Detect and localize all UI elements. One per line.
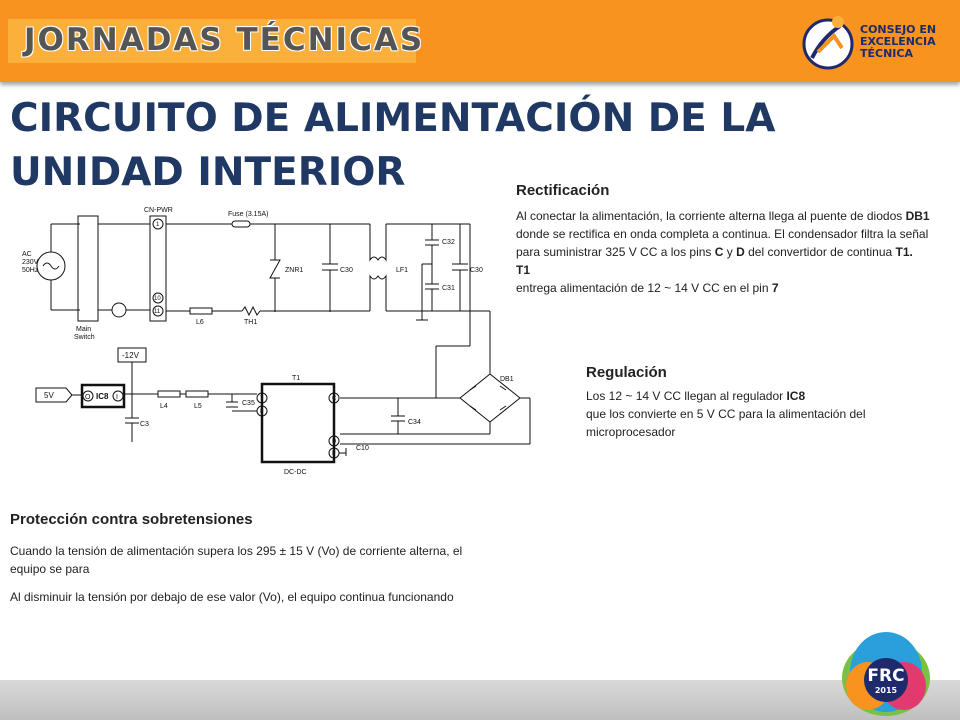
logo-line-1: CONSEJO EN	[860, 23, 937, 36]
th1-label: TH1	[244, 319, 258, 326]
rect-pin-7: 7	[771, 281, 779, 295]
reg-text-1: Los 12 ~ 14 V CC llegan al regulador	[586, 389, 787, 403]
db1-label: DB1	[500, 376, 514, 383]
t1-pin-f: F	[332, 451, 336, 457]
regulacion-heading: Regulación	[586, 364, 667, 381]
regulacion-paragraph-1	[586, 387, 936, 405]
frc-logo-year: 2015	[874, 686, 898, 695]
proteccion-section	[10, 511, 470, 616]
proteccion-paragraph-1: Cuando la tensión de alimentación supera los 295 ± 15 V (Vo) de corriente alterna, el equipo se para	[10, 544, 463, 576]
rect-text-3: del convertidor de continua	[744, 245, 896, 259]
rect-db1: DB1	[905, 209, 930, 223]
logo-line-3: TÉCNICA	[860, 47, 913, 60]
c34-label: C34	[408, 419, 421, 426]
minus-12v-label: -12V	[122, 351, 139, 360]
c31-label: C31	[442, 285, 455, 292]
footer-bar	[0, 680, 960, 720]
rect-pin-d: D	[736, 245, 745, 259]
l4-label: L4	[160, 403, 168, 410]
rect-text-2: donde se rectifica en onda completa a continua. El condensador filtra la señal para suministrar 325 V CC a los pins	[516, 227, 929, 259]
rect-t1-heading: T1	[516, 263, 531, 277]
regulacion-paragraph-2: que los convierte en 5 V CC para la alimentación del microprocesador	[586, 407, 866, 439]
rect-t1: T1.	[895, 245, 913, 259]
ic8-pin-i: I	[116, 394, 118, 401]
c35-label: C35	[242, 400, 255, 407]
rect-pin-c: C	[714, 245, 724, 259]
pin-10-label: 10	[154, 296, 161, 302]
l6-label: L6	[196, 319, 204, 326]
consejo-logo	[800, 8, 950, 76]
header-banner	[0, 0, 960, 82]
logo-line-2: EXCELENCIA	[860, 35, 936, 48]
consejo-logo-text	[860, 24, 936, 60]
consejo-logo-icon	[800, 8, 860, 76]
rectificacion-paragraph-2	[516, 225, 946, 261]
cn-pwr-label: CN-PWR	[144, 207, 173, 214]
regulacion-section	[586, 364, 936, 441]
rectificacion-heading: Rectificación	[516, 182, 610, 199]
znr1-label: ZNR1	[285, 267, 304, 274]
t1-pin-7: 7	[260, 396, 264, 402]
main-switch-label-2: Switch	[74, 334, 95, 341]
rectificacion-section	[516, 182, 946, 297]
fuse-label: Fuse (3.15A)	[228, 211, 269, 218]
rectificacion-paragraph-4	[516, 279, 946, 297]
c30-label-b: C30	[470, 267, 483, 274]
rect-text-y: y	[723, 245, 737, 259]
frc-logo-text: FRC	[867, 666, 905, 686]
t1-pin-8: 8	[260, 409, 264, 415]
ac-voltage-label: 230V	[22, 259, 39, 266]
5v-label: 5V	[44, 391, 54, 400]
c32-label: C32	[442, 239, 455, 246]
proteccion-heading: Protección contra sobretensiones	[10, 511, 253, 528]
ic8-label: IC8	[96, 392, 109, 401]
rectificacion-paragraph-3	[516, 261, 946, 279]
t1-label: T1	[292, 375, 301, 382]
pin-11-label: 11	[154, 309, 161, 315]
ac-frequency-label: 50Hz	[22, 267, 39, 274]
ac-label: AC	[22, 251, 32, 258]
c30-label-a: C30	[340, 267, 353, 274]
rect-text-1: Al conectar la alimentación, la corriente alterna llega al puente de diodos	[516, 209, 906, 223]
banner-title: JORNADAS TÉCNICAS	[24, 22, 425, 58]
page-title: CIRCUITO DE ALIMENTACIÓN DE LA UNIDAD INTERIOR	[10, 96, 776, 195]
t1-pin-d: D	[332, 439, 337, 445]
power-circuit-diagram	[0, 198, 540, 483]
lf1-label: LF1	[396, 267, 409, 274]
proteccion-paragraph-2: Al disminuir la tensión por debajo de ese valor (Vo), el equipo continua funcionando	[10, 590, 454, 604]
rectificacion-paragraph-1	[516, 207, 946, 225]
rect-text-4: entrega alimentación de 12 ~ 14 V CC en el pin	[516, 281, 772, 295]
reg-ic8: IC8	[786, 389, 806, 403]
dc-dc-label: DC-DC	[284, 469, 307, 476]
pin-1-label: 1	[156, 222, 160, 228]
l5-label: L5	[194, 403, 202, 410]
main-switch-label-1: Main	[76, 326, 92, 333]
ic8-pin-o: O	[85, 394, 91, 401]
c3-label: C3	[140, 421, 149, 428]
frc-2015-logo	[838, 624, 934, 720]
c10-label: C10	[356, 445, 369, 452]
t1-pin-c: C	[332, 396, 337, 402]
